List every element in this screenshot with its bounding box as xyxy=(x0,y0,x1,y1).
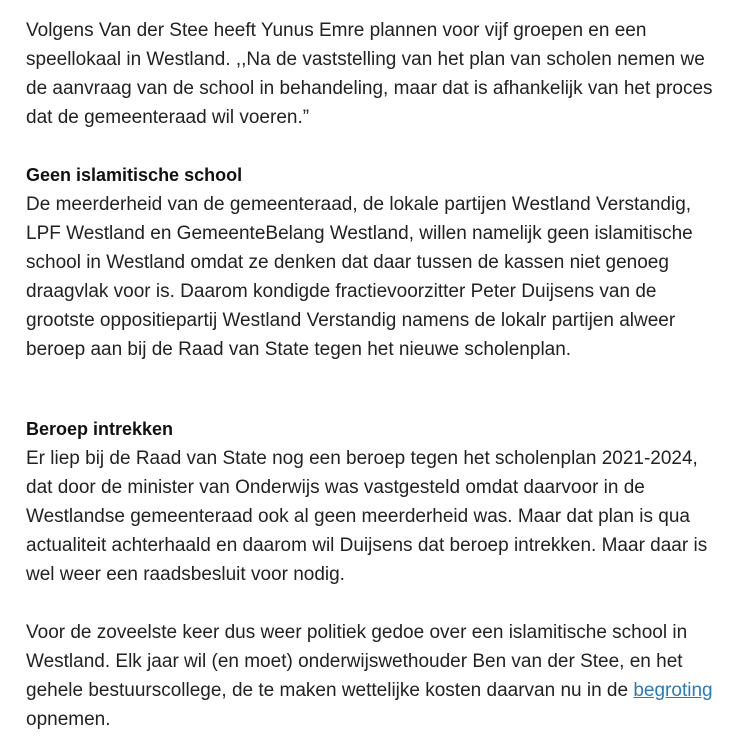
paragraph-text: opnemen. xyxy=(26,709,111,730)
begroting-link[interactable]: begroting xyxy=(633,680,713,701)
article-paragraph: Er liep bij de Raad van State nog een beroep tegen het scholenplan 2021-2024, dat door de minister van Onderwijs was vastgesteld omdat daarvoor in de Westlandse gemeenteraad ook al geen meerderheid was. Maar dat plan is qua actualiteit achterhaald en daarom wil Duijsens dat beroep intrekken. Maar daar is wel weer een raadsbesluit voor nodig. xyxy=(26,448,708,585)
article-paragraph: De meerderheid van de gemeenteraad, de lokale partijen Westland Verstandig, LPF Westland en GemeenteBelang Westland, willen namelijk geen islamitische school in Westland omdat ze denken dat daar tussen de kassen niet genoeg draagvlak voor is. Daarom kondigde fractievoorzitter Peter Duijsens van de grootste oppositiepartij Westland Verstandig namens de lokalr partijen alweer beroep aan bij de Raad van State tegen het nieuwe scholenplan. xyxy=(26,194,693,360)
article-body xyxy=(26,16,726,734)
paragraph-text: Voor de zoveelste keer dus weer politiek gedoe over een islamitische school in Westland. Elk jaar wil (en moet) onderwijswethouder Ben van der Stee, en het gehele bestuurscollege, de te maken wettelijke kosten daarvan nu in de xyxy=(26,622,688,701)
article-paragraph: Volgens Van der Stee heeft Yunus Emre plannen voor vijf groepen en een speellokaal in Westland. ,,Na de vaststelling van het plan van scholen nemen we de aanvraag van de school in behandeling, maar dat is afhankelijk van het proces dat de gemeenteraad wil voeren.” xyxy=(26,20,713,128)
section-heading-beroep-intrekken: Beroep intrekken xyxy=(26,419,174,439)
section-heading-geen-islamitische-school: Geen islamitische school xyxy=(26,165,243,185)
article-paragraph-with-link xyxy=(26,618,726,734)
